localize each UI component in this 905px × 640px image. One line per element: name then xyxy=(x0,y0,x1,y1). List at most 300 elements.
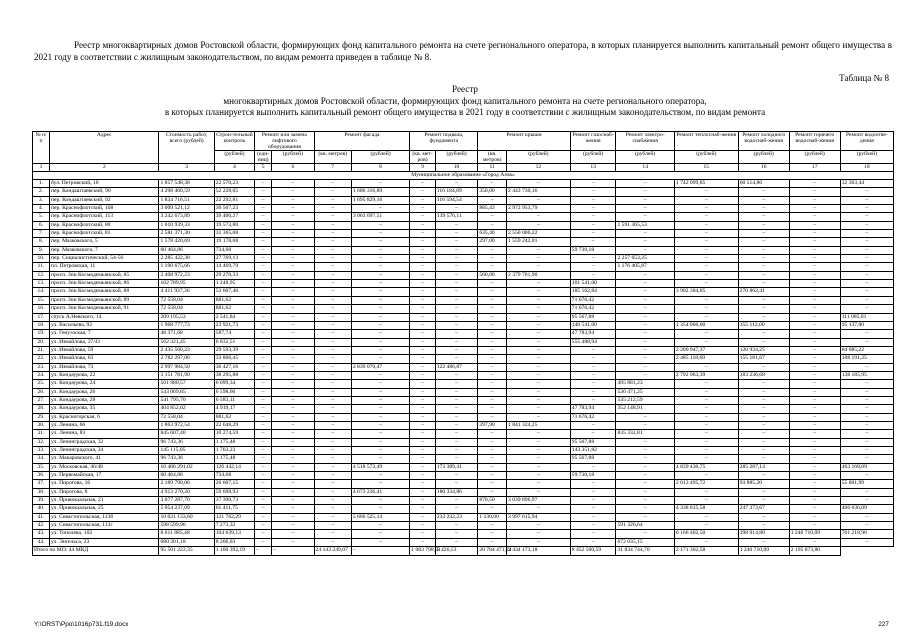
table-row xyxy=(33,447,894,455)
table-cell: 36 427,16 xyxy=(214,363,254,371)
table-cell: 4. xyxy=(33,205,50,213)
table-cell: – xyxy=(410,238,436,246)
table-cell: – xyxy=(507,330,571,338)
table-cell: – xyxy=(674,213,738,221)
table-cell: – xyxy=(507,280,571,288)
table-cell: – xyxy=(410,472,436,480)
table-cell: – xyxy=(435,296,478,304)
table-cell: – xyxy=(789,480,840,488)
table-cell: 7. xyxy=(33,230,50,238)
table-cell: – xyxy=(840,338,893,346)
table-cell: ул. Измайлова, 37/41 xyxy=(50,338,159,346)
table-cell: 34. xyxy=(33,455,50,463)
total-cell: – xyxy=(351,547,409,556)
col-header-gas: Ремонт газоснаб-жения xyxy=(570,132,616,151)
table-cell: – xyxy=(435,396,478,404)
unit-facade-sqm: (кв. метров) xyxy=(314,151,351,164)
table-cell: 21. xyxy=(33,346,50,354)
table-cell: ул. Генуэзская, 7 xyxy=(50,330,159,338)
table-cell: 59 698,93 xyxy=(214,488,254,496)
table-cell: – xyxy=(410,421,436,429)
table-cell: 835 332,81 xyxy=(616,430,674,438)
table-cell: 6 598,60 xyxy=(214,388,254,396)
table-cell: – xyxy=(478,263,507,271)
table-cell: – xyxy=(435,455,478,463)
table-cell: – xyxy=(435,438,478,446)
table-cell: – xyxy=(272,405,315,413)
total-cell: 1 083 798,91 xyxy=(410,547,436,556)
table-cell: – xyxy=(255,488,272,496)
table-cell: 185 162,84 xyxy=(570,288,616,296)
table-cell: 2 972 953,79 xyxy=(507,205,571,213)
table-cell: ул. Макаровского, 41 xyxy=(50,455,159,463)
table-cell: – xyxy=(478,321,507,329)
table-cell: – xyxy=(435,538,478,546)
table-cell: – xyxy=(840,388,893,396)
table-cell: – xyxy=(255,338,272,346)
table-cell: – xyxy=(570,463,616,471)
table-cell: – xyxy=(738,497,789,505)
municipality-row xyxy=(33,172,894,180)
table-cell: – xyxy=(616,447,674,455)
table-cell: – xyxy=(674,421,738,429)
table-cell: 72 558,04 xyxy=(159,413,214,421)
table-cell: – xyxy=(314,463,351,471)
table-cell: – xyxy=(840,488,893,496)
unit-gas-rub: (рублей) xyxy=(570,151,616,164)
table-cell: – xyxy=(674,396,738,404)
table-cell: – xyxy=(840,288,893,296)
table-cell: 397,90 xyxy=(478,421,507,429)
table-cell: – xyxy=(272,346,315,354)
total-cell: 5 426,53 xyxy=(435,547,478,556)
table-cell: 40. xyxy=(33,505,50,513)
table-cell: 4 411 937,36 xyxy=(159,288,214,296)
table-row xyxy=(33,530,894,538)
table-cell: – xyxy=(789,505,840,513)
table-cell: – xyxy=(478,455,507,463)
table-cell: 14. xyxy=(33,288,50,296)
table-cell: – xyxy=(478,505,507,513)
table-row xyxy=(33,330,894,338)
table-cell: – xyxy=(674,488,738,496)
table-cell: – xyxy=(410,196,436,204)
table-cell: 26. xyxy=(33,388,50,396)
table-cell: – xyxy=(255,346,272,354)
table-cell: – xyxy=(435,497,478,505)
table-cell: 116 594,54 xyxy=(435,196,478,204)
table-cell: – xyxy=(272,538,315,546)
table-cell: – xyxy=(570,221,616,229)
table-cell: – xyxy=(570,363,616,371)
table-row xyxy=(33,205,894,213)
table-cell: – xyxy=(840,497,893,505)
table-cell: – xyxy=(314,330,351,338)
table-cell: 4 673 236,41 xyxy=(351,488,409,496)
table-cell: – xyxy=(314,421,351,429)
table-cell: – xyxy=(255,321,272,329)
table-cell: – xyxy=(255,413,272,421)
table-cell: – xyxy=(314,180,351,188)
table-cell: – xyxy=(272,480,315,488)
table-cell: 37. xyxy=(33,480,50,488)
table-cell: – xyxy=(616,213,674,221)
table-cell: – xyxy=(435,421,478,429)
table-cell: 1 230,00 xyxy=(478,513,507,521)
heading-line-3: в которых планируется выполнить капитальный ремонт общего имущества в 2021 году в соответствии с жилищным законодательством, по видам ремонта xyxy=(164,107,766,117)
table-cell: 2 839 070,47 xyxy=(351,363,409,371)
table-cell: – xyxy=(314,396,351,404)
table-cell: – xyxy=(570,488,616,496)
heading-line-2: многоквартирных домов Ростовской области, формирующих фонд капитального ремонта на счете регионального оператора, xyxy=(223,95,707,106)
table-cell: – xyxy=(616,497,674,505)
column-number-row xyxy=(33,164,894,172)
table-cell: 270 862,41 xyxy=(738,288,789,296)
table-cell: – xyxy=(570,388,616,396)
table-cell: – xyxy=(255,371,272,379)
table-cell: – xyxy=(674,196,738,204)
table-cell: – xyxy=(789,538,840,546)
table-cell: – xyxy=(570,522,616,530)
table-cell: 139 576,11 xyxy=(435,213,478,221)
table-cell: ул. Тополева, 102 xyxy=(50,530,159,538)
unit-hot-rub: (рублей) xyxy=(789,151,840,164)
table-cell: – xyxy=(351,288,409,296)
table-cell: – xyxy=(314,255,351,263)
table-cell: 350,00 xyxy=(478,188,507,196)
header-row xyxy=(33,132,894,151)
table-cell: – xyxy=(738,188,789,196)
table-cell: 59 730,18 xyxy=(570,472,616,480)
table-row xyxy=(33,421,894,429)
table-cell: – xyxy=(507,196,571,204)
table-cell: 4 298 460,59 xyxy=(159,188,214,196)
table-cell: ул. Первомайская, 17 xyxy=(50,472,159,480)
total-row xyxy=(33,547,894,556)
table-cell: – xyxy=(478,288,507,296)
unit-drain-rub: (рублей) xyxy=(840,151,893,164)
table-cell: – xyxy=(674,271,738,279)
table-cell: – xyxy=(674,313,738,321)
unit-lift-units: (еди-ниц) xyxy=(255,151,272,164)
table-cell: 11. xyxy=(33,263,50,271)
table-cell: – xyxy=(738,296,789,304)
table-cell: 3 151 781,90 xyxy=(159,371,214,379)
table-cell: – xyxy=(410,505,436,513)
table-cell: – xyxy=(738,363,789,371)
table-cell: 15. xyxy=(33,296,50,304)
table-cell: – xyxy=(789,305,840,313)
register-table xyxy=(32,131,894,556)
table-cell: – xyxy=(314,388,351,396)
table-cell: – xyxy=(272,488,315,496)
table-cell: 355 112,00 xyxy=(738,321,789,329)
table-cell: – xyxy=(507,530,571,538)
table-cell: – xyxy=(314,280,351,288)
table-cell: – xyxy=(435,413,478,421)
table-cell: – xyxy=(478,363,507,371)
table-cell: 31 365,08 xyxy=(214,230,254,238)
table-cell: ул. Севастопольская, 113б xyxy=(50,513,159,521)
table-cell: – xyxy=(507,405,571,413)
table-cell: 2 581 371,30 xyxy=(159,230,214,238)
table-cell: – xyxy=(272,388,315,396)
table-cell: – xyxy=(738,330,789,338)
unit-base-rub: (рублей) xyxy=(435,151,478,164)
table-cell: ул. Ленина, 83 xyxy=(50,430,159,438)
table-cell: – xyxy=(255,221,272,229)
table-cell: – xyxy=(255,388,272,396)
table-cell: – xyxy=(570,538,616,546)
table-cell: 536 471,25 xyxy=(616,388,674,396)
table-cell: просп. Зои Космодемьянской, 85 xyxy=(50,271,159,279)
table-row xyxy=(33,246,894,254)
table-cell: – xyxy=(789,363,840,371)
table-cell: – xyxy=(314,371,351,379)
table-cell: – xyxy=(435,380,478,388)
table-cell: – xyxy=(789,221,840,229)
table-cell: 352 148,91 xyxy=(616,405,674,413)
table-cell: – xyxy=(410,221,436,229)
table-cell: пер. Мазковского, 7 xyxy=(50,246,159,254)
table-cell: – xyxy=(674,405,738,413)
table-cell: – xyxy=(616,480,674,488)
table-cell: – xyxy=(840,472,893,480)
column-number-cell: 10 xyxy=(435,164,478,172)
table-cell: – xyxy=(478,388,507,396)
table-cell: – xyxy=(410,430,436,438)
table-cell: – xyxy=(507,380,571,388)
table-cell: 3 039 896,97 xyxy=(507,497,571,505)
table-cell: – xyxy=(255,421,272,429)
unit-heat-rub: (рублей) xyxy=(674,151,738,164)
table-cell: – xyxy=(314,513,351,521)
table-cell: – xyxy=(410,447,436,455)
table-cell: – xyxy=(789,438,840,446)
table-cell: – xyxy=(255,430,272,438)
table-cell: – xyxy=(789,288,840,296)
table-cell: 38. xyxy=(33,488,50,496)
table-row xyxy=(33,196,894,204)
table-cell: 71 676,42 xyxy=(570,413,616,421)
table-cell: – xyxy=(478,313,507,321)
table-cell: – xyxy=(674,380,738,388)
col-header-address: Адрес xyxy=(50,132,159,164)
table-row xyxy=(33,213,894,221)
table-row xyxy=(33,363,894,371)
table-cell: 33. xyxy=(33,447,50,455)
table-cell: – xyxy=(478,472,507,480)
table-cell: – xyxy=(507,180,571,188)
table-cell: 27 769,13 xyxy=(214,255,254,263)
col-header-heat: Ремонт теплоснаб-жения xyxy=(674,132,738,151)
table-cell: – xyxy=(789,238,840,246)
table-cell: – xyxy=(351,505,409,513)
table-cell: – xyxy=(351,296,409,304)
table-cell: 5 666 525,14 xyxy=(351,513,409,521)
table-cell: – xyxy=(674,497,738,505)
table-cell: – xyxy=(410,538,436,546)
table-cell: – xyxy=(616,338,674,346)
table-cell: – xyxy=(789,430,840,438)
table-cell: – xyxy=(314,430,351,438)
table-cell: – xyxy=(435,338,478,346)
table-cell: 2 550 006,22 xyxy=(507,230,571,238)
table-cell: – xyxy=(314,447,351,455)
table-cell: – xyxy=(255,180,272,188)
table-cell: ул. Кондаурова, 26 xyxy=(50,388,159,396)
table-cell: – xyxy=(351,180,409,188)
table-cell: – xyxy=(351,413,409,421)
table-cell: – xyxy=(410,288,436,296)
table-cell: – xyxy=(840,230,893,238)
table-cell: – xyxy=(272,447,315,455)
table-cell: 22 648,29 xyxy=(214,421,254,429)
table-cell: 1 834 716,51 xyxy=(159,196,214,204)
table-cell: – xyxy=(738,447,789,455)
table-cell: – xyxy=(410,463,436,471)
table-cell: 59 730,18 xyxy=(570,246,616,254)
table-cell: 108 191,25 xyxy=(840,355,893,363)
table-cell: 404 852,02 xyxy=(159,405,214,413)
table-cell: – xyxy=(616,180,674,188)
table-cell: – xyxy=(674,255,738,263)
table-cell: – xyxy=(435,313,478,321)
table-cell: – xyxy=(314,246,351,254)
table-cell: 2 408 972,23 xyxy=(159,271,214,279)
table-cell: – xyxy=(738,230,789,238)
table-cell: – xyxy=(435,238,478,246)
total-cell: 2 434 173,18 xyxy=(507,547,571,556)
table-cell: – xyxy=(674,438,738,446)
table-cell: 2 379 701,90 xyxy=(507,271,571,279)
table-cell: 2 443 730,16 xyxy=(507,188,571,196)
table-cell: – xyxy=(570,530,616,538)
table-cell: – xyxy=(616,230,674,238)
table-cell: – xyxy=(738,255,789,263)
table-cell: – xyxy=(570,180,616,188)
table-cell: – xyxy=(314,480,351,488)
table-cell: – xyxy=(570,188,616,196)
table-cell: – xyxy=(314,271,351,279)
table-cell: – xyxy=(616,463,674,471)
table-cell: 1 248,95 xyxy=(214,280,254,288)
table-cell: 61 411,75 xyxy=(214,505,254,513)
table-cell: – xyxy=(410,180,436,188)
table-cell: 96 743,36 xyxy=(159,438,214,446)
table-cell: 17. xyxy=(33,313,50,321)
table-cell: – xyxy=(789,463,840,471)
table-cell: 680 301,18 xyxy=(159,538,214,546)
table-cell: – xyxy=(789,196,840,204)
table-cell: 39 400,27 xyxy=(214,213,254,221)
table-cell: – xyxy=(435,480,478,488)
table-cell: 3 077 287,70 xyxy=(159,497,214,505)
table-cell: 2 997 984,50 xyxy=(159,363,214,371)
table-cell: – xyxy=(478,447,507,455)
table-cell: 5. xyxy=(33,213,50,221)
table-cell: пер. Мазковского, 5 xyxy=(50,238,159,246)
table-cell: – xyxy=(272,213,315,221)
table-cell: – xyxy=(507,313,571,321)
table-cell: – xyxy=(570,238,616,246)
table-cell: – xyxy=(410,413,436,421)
table-cell: – xyxy=(738,238,789,246)
table-cell: – xyxy=(255,538,272,546)
table-cell: просп. Зои Космодемьянской, 88 xyxy=(50,288,159,296)
heading-line-1: Реестр xyxy=(452,84,478,94)
table-cell: – xyxy=(435,355,478,363)
table-cell: – xyxy=(840,196,893,204)
table-cell: – xyxy=(738,280,789,288)
table-cell: 591 326,64 xyxy=(616,522,674,530)
table-cell: – xyxy=(478,538,507,546)
table-cell: 18. xyxy=(33,321,50,329)
table-cell: 4 919,17 xyxy=(214,405,254,413)
table-cell: 30. xyxy=(33,421,50,429)
total-label: Итого по МО: 44 МКД xyxy=(33,547,159,556)
table-cell: – xyxy=(314,221,351,229)
table-cell: 95 567,88 xyxy=(570,455,616,463)
municipality-name: Муниципальное образование «Город Азов» xyxy=(33,172,894,180)
table-cell: – xyxy=(255,363,272,371)
table-cell: – xyxy=(410,188,436,196)
table-cell: – xyxy=(410,497,436,505)
table-cell: 60 514,86 xyxy=(738,180,789,188)
table-cell: – xyxy=(674,430,738,438)
table-cell: – xyxy=(410,205,436,213)
table-cell: – xyxy=(351,205,409,213)
column-number-cell: 12 xyxy=(507,164,571,172)
table-row xyxy=(33,346,894,354)
table-cell: 84 085,22 xyxy=(840,346,893,354)
total-cell: 1 160 392,19 xyxy=(214,547,254,556)
table-cell: – xyxy=(351,330,409,338)
table-cell: 16. xyxy=(33,305,50,313)
col-header-electric: Ремонт электро-снабжения xyxy=(616,132,674,151)
table-cell: – xyxy=(674,363,738,371)
table-row xyxy=(33,288,894,296)
column-number-cell: 8 xyxy=(351,164,409,172)
table-cell: – xyxy=(351,280,409,288)
table-cell: – xyxy=(351,371,409,379)
table-cell: – xyxy=(478,255,507,263)
table-cell: просп. Зои Космодемьянской, 89 xyxy=(50,296,159,304)
table-cell: 4 338 815,58 xyxy=(674,505,738,513)
table-cell: – xyxy=(410,455,436,463)
table-cell: 173 389,41 xyxy=(435,463,478,471)
table-cell: – xyxy=(410,213,436,221)
table-cell: – xyxy=(255,513,272,521)
table-cell: – xyxy=(351,355,409,363)
table-cell: – xyxy=(478,413,507,421)
table-cell: – xyxy=(351,480,409,488)
table-cell: – xyxy=(738,205,789,213)
table-cell: – xyxy=(674,238,738,246)
col-header-total-cost: Стоимость работ, всего (рублей) xyxy=(159,132,214,164)
table-cell: – xyxy=(272,263,315,271)
table-cell: 881,62 xyxy=(214,296,254,304)
table-cell: – xyxy=(351,497,409,505)
table-cell: – xyxy=(616,188,674,196)
table-cell: 7 273,32 xyxy=(214,522,254,530)
table-cell: 52 228,65 xyxy=(214,188,254,196)
table-cell: – xyxy=(478,430,507,438)
table-cell: – xyxy=(674,280,738,288)
table-cell: – xyxy=(255,238,272,246)
table-cell: – xyxy=(507,463,571,471)
table-cell: – xyxy=(507,246,571,254)
